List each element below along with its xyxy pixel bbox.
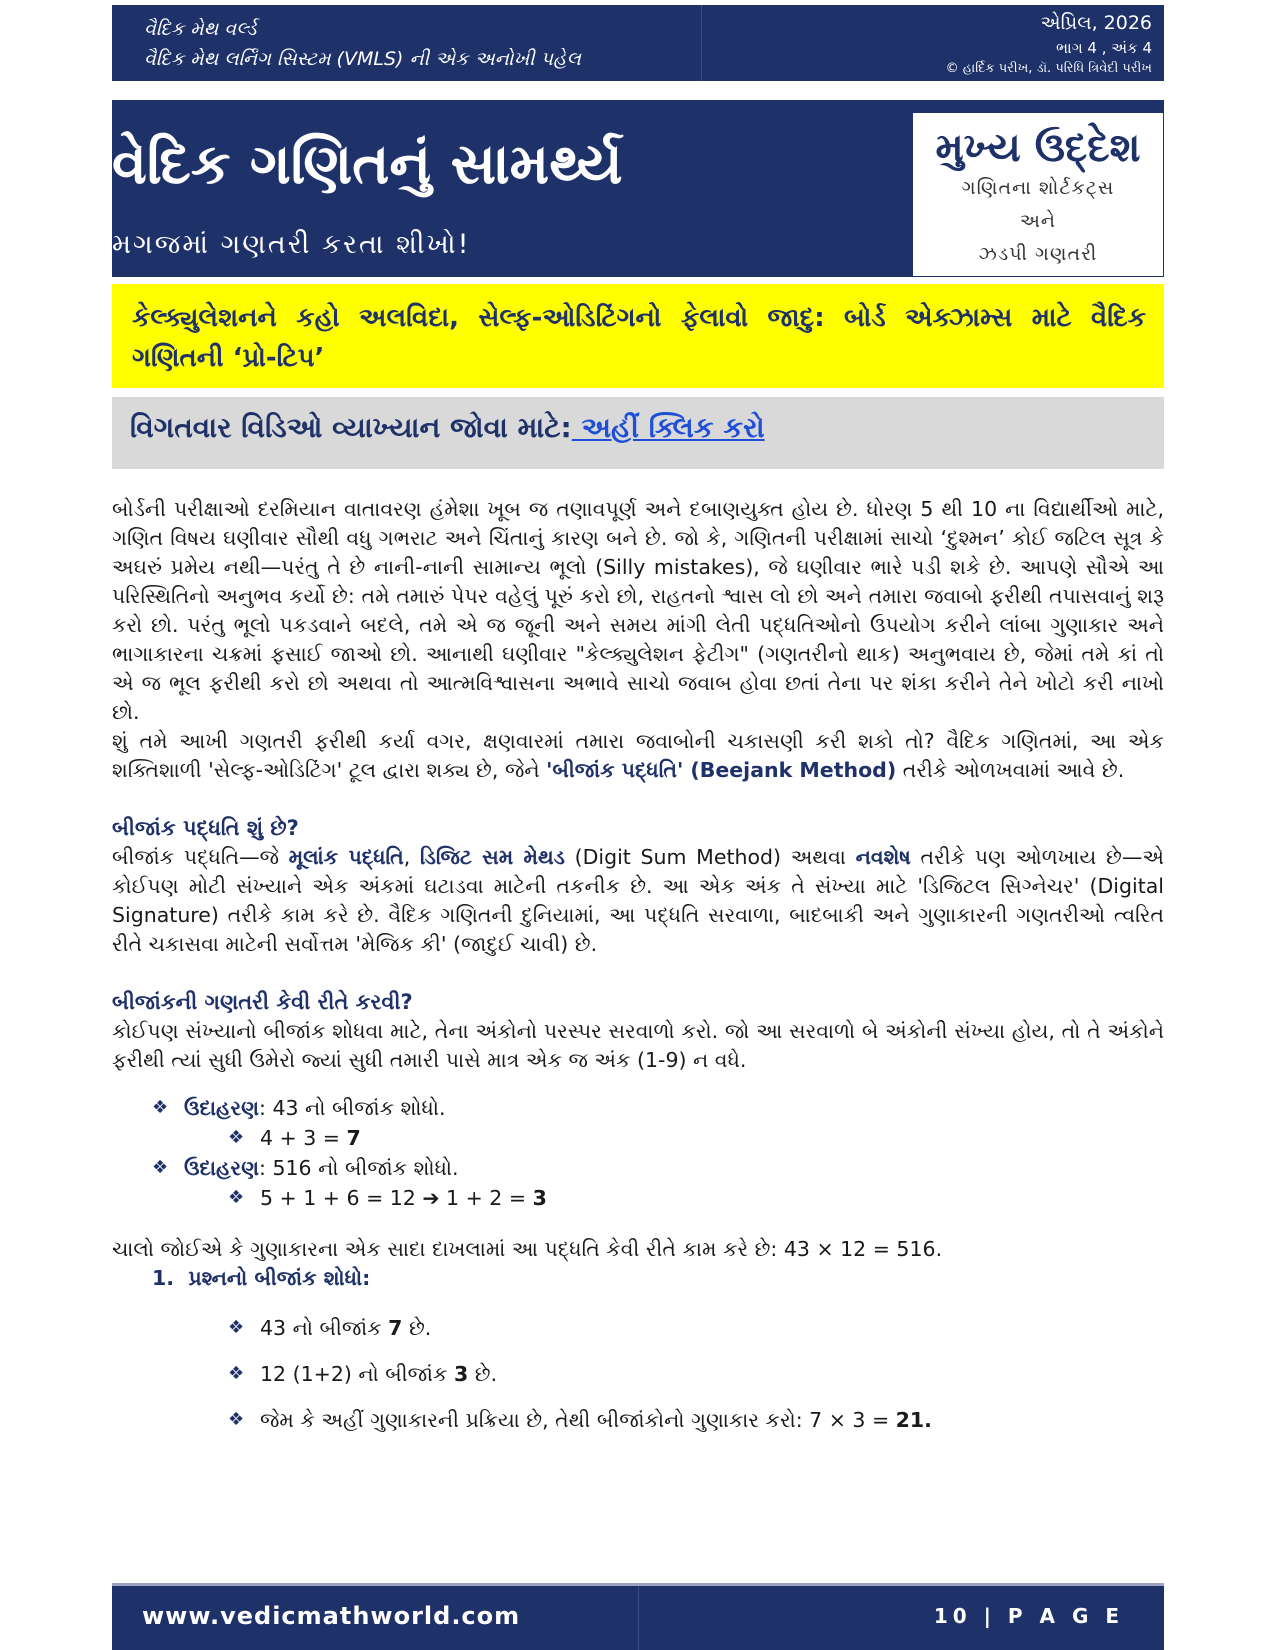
brand-tagline: વૈદિક મેથ લર્નિંગ સિસ્ટમ (VMLS) ની એક અનોખી પહેલ <box>144 48 581 70</box>
beejank-term: 'બીજાંક પદ્ધતિ' (Beejank Method) <box>546 758 897 782</box>
text-run: છે. <box>402 1316 432 1340</box>
example-text: : 516 નો બીજાંક શોધો. <box>259 1156 459 1180</box>
step-answer: 3 <box>532 1186 547 1210</box>
step-text: 4 + 3 = <box>260 1126 347 1150</box>
page-footer <box>112 1583 1164 1650</box>
value: 3 <box>453 1362 469 1386</box>
value: 7 <box>388 1316 403 1340</box>
section-how-paragraph: કોઈપણ સંખ્યાનો બીજાંક શોધવા માટે, તેના અંકોનો પરસ્પર સરવાળો કરો. જો આ સરવાળો બે અંકોની સંખ્યા હોય, તો તે અંકોને ફરીથી ત્યાં સુધી ઉમેરો જ્યાં સુધી તમારી પાસે માત્ર એક જ અંક (1-9) ન વધે. <box>112 1019 1164 1072</box>
examples-list <box>112 1093 1164 1213</box>
check-item <box>112 1397 1164 1443</box>
example-label: ઉદાહરણ <box>184 1156 260 1180</box>
text-run: 43 નો બીજાંક <box>260 1316 389 1340</box>
check-intro: ચાલો જોઈએ કે ગુણાકારના એક સાદા દાખલામાં આ પદ્ધતિ કેવી રીતે કામ કરે છે: 43 × 12 = 516. <box>112 1237 943 1261</box>
header-right <box>702 5 1164 81</box>
text-run: જેમ કે અહીં ગુણાકારની પ્રક્રિયા છે, તેથી બીજાંકોનો ગુણાકાર કરો: 7 × 3 = <box>260 1408 896 1432</box>
purpose-line-1: ગણિતના શોર્ટકટ્સ <box>961 177 1115 199</box>
bullet-icon: ❖ <box>228 1317 245 1338</box>
brand-name: વૈદિક મેથ વર્લ્ડ <box>144 18 257 40</box>
header-left <box>112 5 702 81</box>
step-title: પ્રશ્નનો બીજાંક શોધો: <box>188 1266 371 1290</box>
bullet-icon: ❖ <box>228 1187 245 1208</box>
text-run: બીજાંક પદ્ધતિ—જે <box>112 845 289 869</box>
check-item <box>112 1305 1164 1351</box>
footer-website[interactable]: www.vedicmathworld.com <box>112 1586 639 1650</box>
example-item <box>112 1153 1164 1183</box>
issue-date: એપ્રિલ, 2026 <box>1040 12 1152 34</box>
text-run: , <box>403 845 420 869</box>
text-run: તરીકે પણ ઓળખાય છે—એ કોઈપણ મોટી સંખ્યાને એક અંકમાં ઘટાડવા માટેની તકનીક છે. આ એક અંક તે સંખ્યા માટે 'ડિજિટલ સિગ્નેચર' (Digital Signature) તરીકે કામ કરે છે. વૈદિક ગણિતની દુનિયામાં, આ પદ્ધતિ સરવાળા, બાદબાકી અને ગુણાકારની ગણતરીઓ ત્વરિત રીતે ચકાસવા માટેની સર્વોત્તમ 'મેજિક કી' (જાદુઈ ચાવી) છે. <box>112 845 1164 956</box>
bullet-icon: ❖ <box>152 1157 169 1178</box>
page-header <box>112 5 1164 81</box>
bullet-icon: ❖ <box>228 1363 245 1384</box>
bullet-icon: ❖ <box>228 1127 245 1148</box>
text-run: છે. <box>468 1362 498 1386</box>
title-strip <box>112 100 1164 112</box>
example-step <box>112 1183 1164 1213</box>
text-run: 12 (1+2) નો બીજાંક <box>260 1362 454 1386</box>
text-run: તરીકે ઓળખવામાં આવે છે. <box>896 758 1125 782</box>
term-navshesh: નવશેષ <box>855 845 911 869</box>
term-mulank: મૂલાંક પદ્ધતિ <box>288 845 404 869</box>
step-number: 1. <box>152 1266 175 1290</box>
section-what-paragraph <box>112 843 1164 959</box>
article-headline: કેલ્ક્યુલેશનને કહો અલવિદા, સેલ્ફ-ઓડિટિંગનો ફેલાવો જાદુ: બોર્ડ એક્ઝામ્સ માટે વૈદિક ગણિતની ‘પ્રો-ટિપ’ <box>112 284 1164 388</box>
purpose-line-2: અને <box>1019 210 1057 232</box>
video-label: વિગતવાર વિડિઓ વ્યાખ્યાન જોવા માટે: <box>130 411 572 444</box>
section-heading-what: બીજાંક પદ્ધતિ શું છે? <box>112 816 299 840</box>
text-run: (Digit Sum Method) અથવા <box>564 845 856 869</box>
page-title: વેદિક ગણિતનું સામર્થ્ય <box>112 132 623 197</box>
step-answer: 7 <box>346 1126 361 1150</box>
page-number: 10 | P A G E <box>933 1604 1124 1628</box>
example-label: ઉદાહરણ <box>184 1096 260 1120</box>
example-item <box>112 1093 1164 1123</box>
intro-paragraph-1: બોર્ડની પરીક્ષાઓ દરમિયાન વાતાવરણ હંમેશા ખૂબ જ તણાવપૂર્ણ અને દબાણયુક્ત હોય છે. ધોરણ 5 થી 10 ના વિદ્યાર્થીઓ માટે, ગણિત વિષય ઘણીવાર સૌથી વધુ ગભરાટ અને ચિંતાનું કારણ બને છે. જો કે, ગણિતની પરીક્ષામાં સાચો ‘દુશ્મન’ કોઈ જટિલ સૂત્ર કે અઘરું પ્રમેય નથી—પરંતુ તે છે નાની-નાની સામાન્ય ભૂલો (Silly mistakes), જે ઘણીવાર ભારે પડી શકે છે. આપણે સૌએ આ પરિસ્થિતિનો અનુભવ કર્યો છે: તમે તમારું પેપર વહેલું પૂરું કરો છો, રાહતનો શ્વાસ લો છો અને તમારા જવાબો ફરીથી તપાસવાનું શરૂ કરો છો. પરંતુ ભૂલો પકડવાને બદલે, તમે એ જ જૂની અને સમય માંગી લેતી પદ્ધતિઓનો ઉપયોગ કરીને લાંબા ગુણાકાર અને ભાગાકારના ચક્રમાં ફસાઈ જાઓ છો. આનાથી ઘણીવાર "કેલ્ક્યુલેશન ફેટીગ" (ગણતરીનો થાક) અનુભવાય છે, જેમાં તમે કાં તો એ જ ભૂલ ફરીથી કરો છો અથવા તો આત્મવિશ્વાસના અભાવે સાચો જવાબ હોવા છતાં તેના પર શંકા કરીને તેને ખોટો કરી નાખો છો. <box>112 497 1164 724</box>
example-text: : 43 નો બીજાંક શોધો. <box>259 1096 446 1120</box>
step-heading <box>112 1264 1164 1293</box>
bullet-icon: ❖ <box>228 1409 245 1430</box>
bullet-icon: ❖ <box>152 1097 169 1118</box>
copyright: © હાર્દિક પરીખ, ડૉ. પરિધિ ત્રિવેદી પરીખ <box>945 61 1152 76</box>
check-list <box>112 1305 1164 1443</box>
purpose-box <box>912 112 1164 277</box>
section-heading-how: બીજાંકની ગણતરી કેવી રીતે કરવી? <box>112 990 413 1014</box>
purpose-heading: મુખ્ય ઉદ્દેશ <box>935 125 1141 171</box>
check-item <box>112 1351 1164 1397</box>
step-text: 5 + 1 + 6 = 12 ➔ 1 + 2 = <box>260 1186 533 1210</box>
purpose-line-3: ઝડપી ગણતરી <box>978 243 1098 265</box>
article-body <box>112 495 1164 1443</box>
title-block <box>112 112 912 277</box>
page-subtitle: મગજમાં ગણતરી કરતા શીખો! <box>112 229 471 260</box>
term-digit-sum: ડિજિટ સમ મેથડ <box>419 845 565 869</box>
value: 21. <box>895 1408 932 1432</box>
text-run: શું તમે આખી ગણતરી ફરીથી કર્યા વગર, ક્ષણવારમાં તમારા જવાબોની ચકાસણી કરી શકો તો? વૈદિક ગણિતમાં, આ એક શક્તિશાળી 'સેલ્ફ-ઓડિટિંગ' ટૂલ દ્વારા શક્ય છે, જેને <box>112 729 1164 782</box>
intro-paragraph-2 <box>112 727 1164 785</box>
issue-number: ભાગ 4 , અંક 4 <box>1056 39 1152 57</box>
video-bar <box>112 397 1164 469</box>
example-step <box>112 1123 1164 1153</box>
video-link[interactable]: અહીં ક્લિક કરો <box>571 411 765 444</box>
